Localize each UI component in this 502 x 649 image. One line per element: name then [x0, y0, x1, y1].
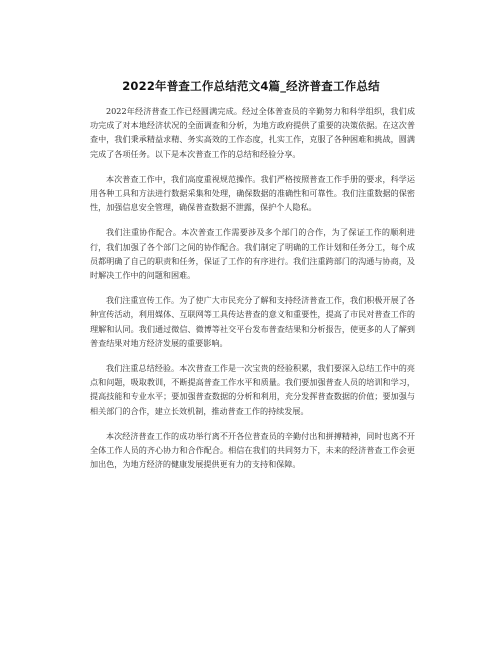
paragraph-1: 2022年经济普查工作已经圆满完成。经过全体普查员的辛勤努力和科学组织，我们成功完成了对本地经济状况的全面调查和分析，为地方政府提供了重要的决策依据。在这次普查中，我们秉承精益求精、务实高效的工作态度，扎实工作，克服了各种困难和挑战，圆满完成了各项任务。以下是本次普查工作的总结和经验分享。	[90, 106, 415, 159]
document-body	[90, 104, 415, 482]
paragraph-2: 本次普查工作中，我们高度重视规范操作。我们严格按照普查工作手册的要求，科学运用各种工具和方法进行数据采集和处理，确保数据的准确性和可靠性。我们注重数据的保密性，加强信息安全管理，确保普查数据不泄露，保护个人隐私。	[90, 173, 415, 213]
paragraph-3: 我们注重协作配合。本次普查工作需要涉及多个部门的合作，为了保证工作的顺利进行，我们加强了各个部门之间的协作配合。我们制定了明确的工作计划和任务分工，每个成员都明确了自己的职责和任务，保证了工作的有序进行。我们注重跨部门的沟通与协商，及时解决工作中的问题和困难。	[90, 227, 415, 281]
paragraph-4: 我们注重宣传工作。为了使广大市民充分了解和支持经济普查工作，我们积极开展了各种宣传活动，利用媒体、互联网等工具传达普查的意义和重要性，提高了市民对普查工作的理解和认同。我们通过微信、微博等社交平台发布普查结果和分析报告，使更多的人了解到普查结果对地方经济发展的重要影响。	[90, 295, 415, 348]
paragraph-5: 我们注重总结经验。本次普查工作是一次宝贵的经验积累，我们要深入总结工作中的亮点和问题，吸取教训，不断提高普查工作水平和质量。我们要加强普查人员的培训和学习，提高技能和专业水平；要加强普查数据的分析和利用，充分发挥普查数据的价值；要加强与相关部门的合作，建立长效机制，推动普查工作的持续发展。	[90, 363, 415, 416]
paragraph-6: 本次经济普查工作的成功举行离不开各位普查员的辛勤付出和拼搏精神，同时也离不开全体工作人员的齐心协力和合作配合。相信在我们的共同努力下，未来的经济普查工作会更加出色，为地方经济的健康发展提供更有力的支持和保障。	[90, 430, 415, 470]
document-title: 2022年普查工作总结范文4篇_经济普查工作总结	[122, 79, 380, 93]
